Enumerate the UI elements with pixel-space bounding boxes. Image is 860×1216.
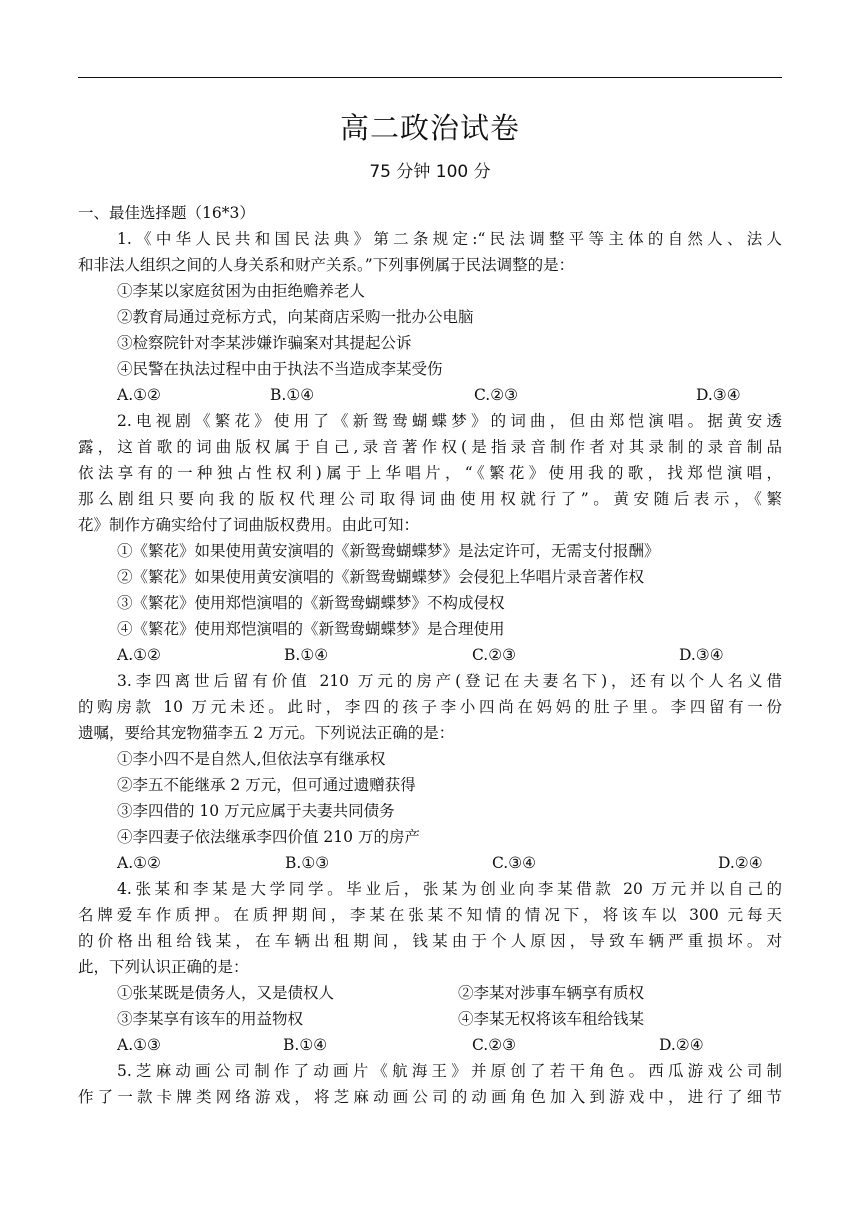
option-b: B.①④ (284, 646, 329, 664)
question-stem-line: 4.张某和李某是大学同学。毕业后，张某为创业向李某借款 20 万元并以自己的 (117, 880, 782, 898)
option-c: C.③④ (492, 854, 537, 872)
statement-item: ②教育局通过竞标方式，向某商店采购一批办公电脑 (117, 308, 474, 326)
statement-item: ①《繁花》如果使用黄安演唱的《新鸳鸯蝴蝶梦》是法定许可，无需支付报酬》 (117, 542, 660, 560)
question-stem-line: 的购房款 10 万元未还。此时，李四的孩子李小四尚在妈妈的肚子里。李四留有一份 (78, 698, 782, 716)
statement-item: ③李四借的 10 万元应属于夫妻共同债务 (117, 802, 395, 820)
statement-item: ②李某对涉事车辆享有质权 (458, 984, 645, 1002)
statement-pair (78, 1006, 782, 1032)
question-stem-line: 3.李四离世后留有价值 210 万元的房产(登记在夫妻名下)，还有以个人名义借 (117, 672, 782, 690)
answer-options (78, 850, 782, 876)
question-stem-line: 露，这首歌的词曲版权属于自己,录音著作权(是指录音制作者对其录制的录音制品 (78, 438, 782, 456)
option-d: D.③④ (679, 646, 724, 664)
option-a: A.①③ (117, 1036, 161, 1054)
option-d: D.②④ (659, 1036, 704, 1054)
option-d: D.②④ (718, 854, 763, 872)
option-c: C.②③ (472, 646, 517, 664)
section-heading: 一、最佳选择题（16*3） (78, 204, 255, 222)
statement-item: ④《繁花》使用郑恺演唱的《新鸳鸯蝴蝶梦》是合理使用 (117, 620, 505, 638)
statement-item: ③检察院针对李某涉嫌诈骗案对其提起公诉 (117, 334, 412, 352)
question-stem-line: 那么剧组只要向我的版权代理公司取得词曲使用权就行了”。黄安随后表示，《繁 (78, 490, 782, 508)
exam-duration-score: 75 分钟 100 分 (369, 162, 491, 182)
question-stem-line: 作了一款卡牌类网络游戏，将芝麻动画公司的动画角色加入到游戏中，进行了细节 (78, 1088, 782, 1106)
statement-item: ④李四妻子依法继承李四价值 210 万的房产 (117, 828, 420, 846)
question-stem-line: 花》制作方确实给付了词曲版权费用。由此可知： (78, 516, 420, 534)
option-b: B.①③ (285, 854, 330, 872)
question-stem-line: 的价格出租给钱某，在车辆出租期间，钱某由于个人原因，导致车辆严重损坏。对 (78, 932, 782, 950)
statement-item: ③李某享有该车的用益物权 (117, 1010, 304, 1028)
question-stem-line: 2.电视剧《繁花》使用了《新鸳鸯蝴蝶梦》的词曲，但由郑恺演唱。据黄安透 (117, 412, 782, 430)
option-b: B.①④ (270, 386, 315, 404)
statement-item: ③《繁花》使用郑恺演唱的《新鸳鸯蝴蝶梦》不构成侵权 (117, 594, 505, 612)
question-stem-line: 和非法人组织之间的人身关系和财产关系。”下列事例属于民法调整的是： (78, 256, 575, 274)
option-a: A.①② (117, 854, 161, 872)
answer-options (78, 382, 782, 408)
exam-title: 高二政治试卷 (339, 111, 520, 145)
statement-pair (78, 980, 782, 1006)
question-stem-line: 5.芝麻动画公司制作了动画片《航海王》并原创了若干角色。西瓜游戏公司制 (117, 1062, 782, 1080)
answer-options (78, 1032, 782, 1058)
question-4 (78, 876, 782, 1058)
question-1 (78, 226, 782, 408)
question-3 (78, 668, 782, 876)
question-5 (78, 1058, 782, 1110)
statement-item: ④李某无权将该车租给钱某 (458, 1010, 645, 1028)
question-stem-line: 此，下列认识正确的是： (78, 958, 249, 976)
question-stem-line: 名牌爱车作质押。在质押期间，李某在张某不知情的情况下，将该车以 300 元每天 (78, 906, 782, 924)
option-d: D.③④ (696, 386, 741, 404)
statement-item: ②李五不能继承 2 万元，但可通过遗赠获得 (117, 776, 416, 794)
exam-body (78, 200, 782, 1110)
statement-item: ②《繁花》如果使用黄安演唱的《新鸳鸯蝴蝶梦》会侵犯上华唱片录音著作权 (117, 568, 645, 586)
option-b: B.①④ (283, 1036, 328, 1054)
question-2 (78, 408, 782, 668)
question-stem-line: 1.《中华人民共和国民法典》第二条规定:“民法调整平等主体的自然人、法人 (117, 230, 782, 248)
statement-item: ①李小四不是自然人,但依法享有继承权 (117, 750, 386, 768)
header-rule (78, 77, 782, 78)
statement-item: ①张某既是债务人，又是债权人 (117, 984, 335, 1002)
question-stem-line: 遗嘱，要给其宠物猫李五 2 万元。下列说法正确的是： (78, 724, 455, 742)
answer-options (78, 642, 782, 668)
option-a: A.①② (117, 386, 161, 404)
option-c: C.②③ (474, 386, 519, 404)
option-c: C.②③ (472, 1036, 517, 1054)
statement-item: ④民警在执法过程中由于执法不当造成李某受伤 (117, 360, 443, 378)
question-stem-line: 依法享有的一种独占性权利)属于上华唱片，“《繁花》使用我的歌，找郑恺演唱， (78, 464, 782, 482)
option-a: A.①② (117, 646, 161, 664)
statement-item: ①李某以家庭贫困为由拒绝赡养老人 (117, 282, 366, 300)
